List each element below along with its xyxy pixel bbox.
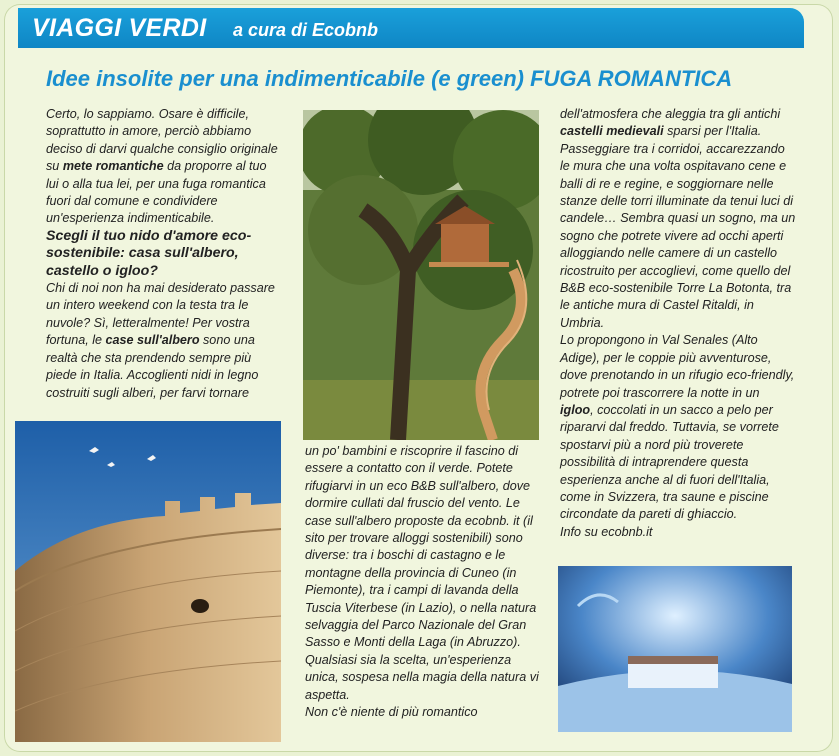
section-subtitle: a cura di Ecobnb xyxy=(233,20,379,40)
highlight-treehouses: case sull'albero xyxy=(105,333,200,348)
section-banner xyxy=(18,8,804,48)
castle-paragraph: dell'atmosfera che aleggia tra gli antichi castelli medievali sparsi per l'Italia. Passeggiare tra i corridoi, accarezzando le mura che una volta ospitavano cene e balli di re e regine, e soggiornare nelle stanze delle torri illuminate da tenui luci di candele… Sembra quasi un sogno, ma un sogno che potrete vivere ad occhi aperti alloggiando nelle camere di un castello ricostruito per accoglievi, come quello del B&B eco-sostenibile Torre La Botonta, tra le antiche mura di Castel Ritaldi, in Umbria. xyxy=(560,107,796,330)
intro-paragraph: Certo, lo sappiamo. Osare è difficile, soprattutto in amore, perciò abbiamo deciso di darvi qualche consiglio originale su mete romantiche da proporre al tuo lui o alla tua lei, per una fuga romantica fuori dal comune e condividere un'esperienza indimenticabile. xyxy=(46,107,278,226)
castle-intro-line: Non c'è niente di più romantico xyxy=(305,705,478,720)
highlight-igloo: igloo xyxy=(560,402,591,417)
igloo-photo xyxy=(558,566,792,732)
castle-photo xyxy=(15,421,281,742)
column-1 xyxy=(46,106,282,402)
treehouse-continued-paragraph: un po' bambini e riscoprire il fascino di essere a contatto con il verde. Potete rifugiarvi in un eco B&B sull'albero, dove dormire cullati dal fruscio del vento. Le case sull'albero proposte da ecobnb. it (il sito per trovare alloggi sostenibili) sono diverse: tra i boschi di castagno e le montagne della provincia di Cuneo (in Piemonte), tra i campi di lavanda della Tuscia Viterbese (in Lazio), o nella natura selvaggia del Parco Nazionale del Gran Sasso e Monti della Laga (in Abruzzo). Qualsiasi sia la scelta, un'esperienza unica, sospesa nella magia della natura vi aspetta. xyxy=(305,444,539,702)
treehouse-photo xyxy=(303,110,539,440)
igloo-paragraph: Lo propongono in Val Senales (Alto Adige), per le coppie più avventurose, dove prenotando in un rifugio eco-friendly, potrete poi trascorrere la notte in un igloo, coccolati in un sacco a pelo per ripararvi dal freddo. Tuttavia, se vorrete spostarvi più a nord più troverete possibilità di intraprendere questa esperienza anche al di fuori dell'Italia, come in Svizzera, tra saune e piscine circondate da pareti di ghiaccio. xyxy=(560,333,795,522)
column-3 xyxy=(560,106,796,541)
article-headline: Idee insolite per una indimenticabile (e green) FUGA ROMANTICA xyxy=(46,66,733,91)
subheading: Scegli il tuo nido d'amore eco-sostenibile: casa sull'albero, castello o igloo? xyxy=(46,227,252,279)
info-link[interactable]: Info su ecobnb.it xyxy=(560,524,653,539)
section-title: VIAGGI VERDI xyxy=(32,14,207,42)
highlight-medieval-castles: castelli medievali xyxy=(560,124,664,139)
highlight-romantic-destinations: mete romantiche xyxy=(62,159,164,174)
column-2 xyxy=(305,443,541,722)
treehouse-paragraph: Chi di noi non ha mai desiderato passare un intero weekend con la testa tra le nuvole? Sì, letteralmente! Per vostra fortuna, le case sull'albero sono una realtà che sta prendendo sempre più piede in Italia. Accoglienti nidi in legno costruiti sugli alberi, per farvi tornare xyxy=(46,281,275,400)
